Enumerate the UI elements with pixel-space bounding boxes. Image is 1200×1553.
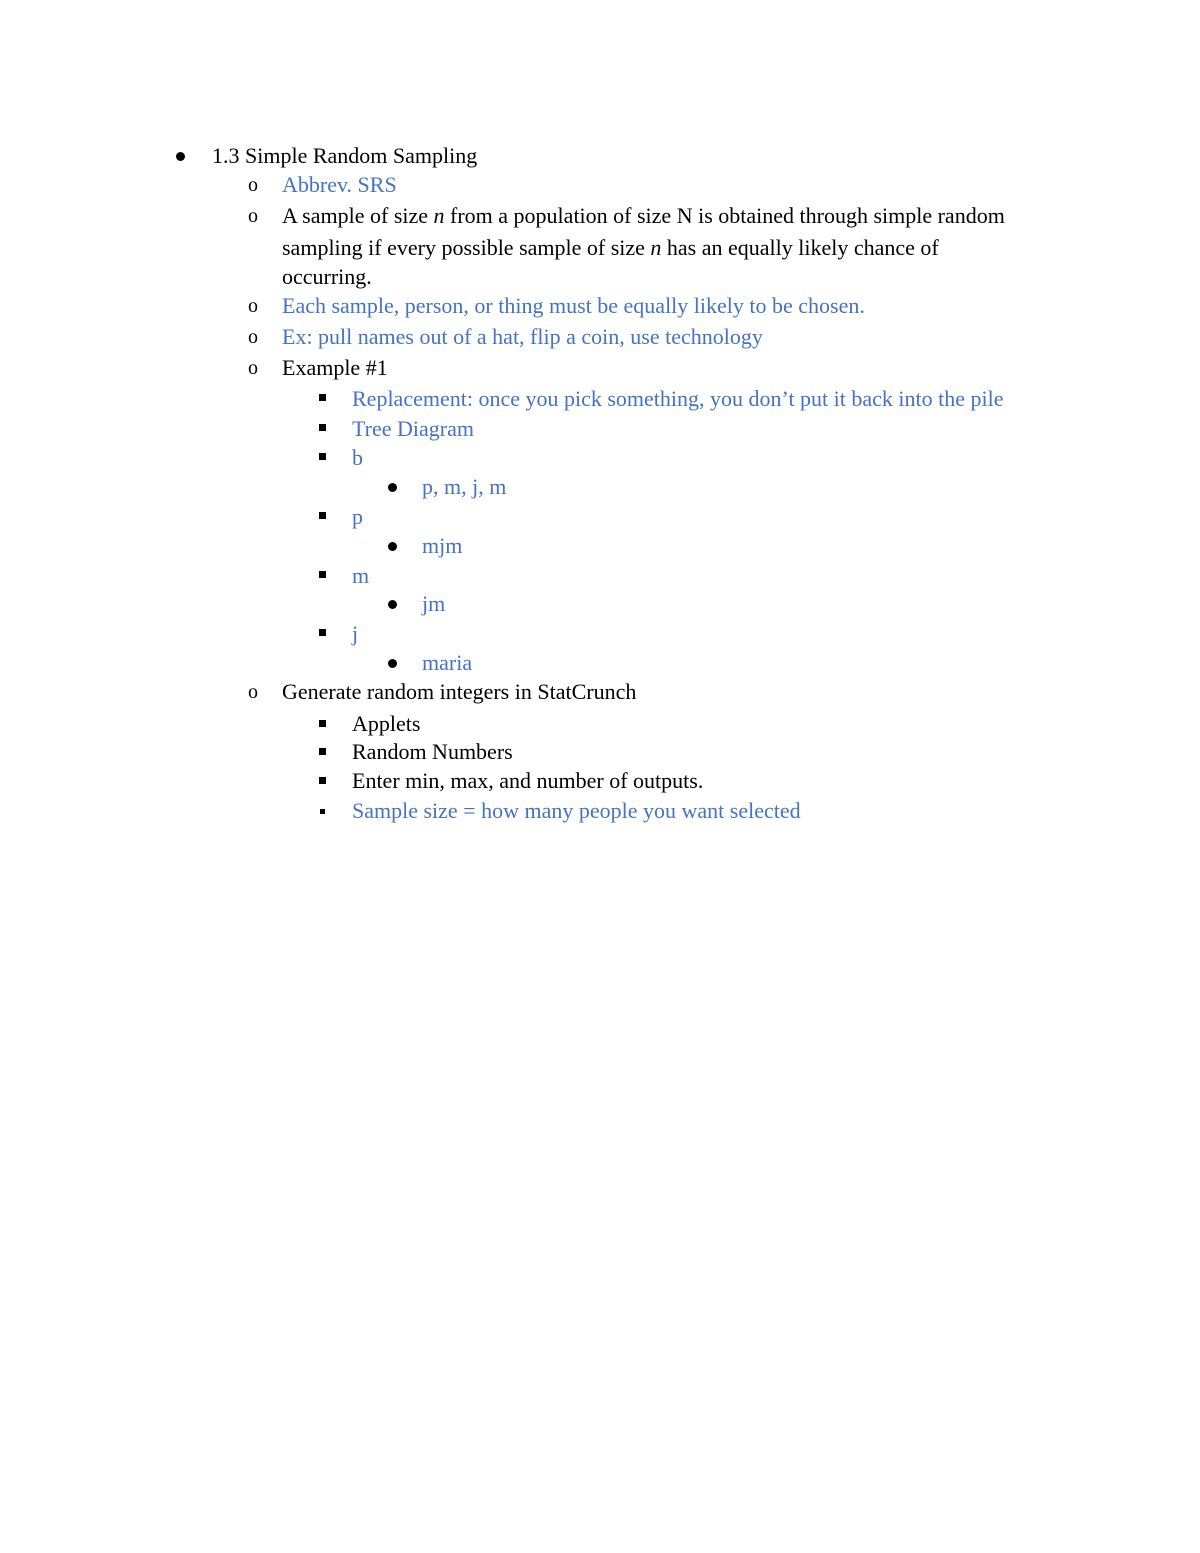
- definition-text: has an equally likely chance of: [661, 235, 939, 260]
- list-item-equally-likely: Each sample, person, or thing must be equally likely to be chosen.: [282, 293, 865, 318]
- list-item-j: j: [352, 621, 359, 646]
- bullet-circle-icon: o: [248, 326, 258, 348]
- bullet-square-icon: [319, 512, 326, 519]
- bullet-square-icon: [319, 720, 326, 727]
- list-item-m-child: jm: [422, 591, 446, 616]
- list-item-p: p: [352, 504, 363, 529]
- bullet-circle-icon: o: [248, 205, 258, 227]
- bullet-square-icon: [319, 629, 326, 636]
- list-item-j-child: maria: [422, 650, 473, 675]
- variable-n: n: [650, 235, 662, 260]
- definition-text: A sample of size: [282, 203, 434, 228]
- list-item-generate: Generate random integers in StatCrunch: [282, 679, 637, 704]
- list-item-b-child: p, m, j, m: [422, 474, 507, 499]
- variable-n: n: [433, 203, 445, 228]
- list-item-random-numbers: Random Numbers: [352, 739, 513, 764]
- list-item-definition-line3: occurring.: [282, 264, 372, 289]
- bullet-square-icon: [320, 809, 325, 814]
- list-item-m: m: [352, 563, 370, 588]
- list-item-abbrev: Abbrev. SRS: [282, 172, 397, 197]
- bullet-circle-icon: o: [248, 174, 258, 196]
- list-item-replacement: Replacement: once you pick something, you don’t put it back into the pile: [352, 386, 1004, 411]
- bullet-circle-icon: o: [248, 295, 258, 317]
- list-item-example1: Example #1: [282, 355, 388, 380]
- definition-text: sampling if every possible sample of size: [282, 235, 651, 260]
- definition-text: from a population of size N is obtained through simple random: [444, 203, 1005, 228]
- bullet-disc-icon: [388, 659, 397, 668]
- bullet-circle-icon: o: [248, 357, 258, 379]
- list-item-sample-size: Sample size = how many people you want selected: [352, 798, 801, 823]
- bullet-disc-icon: [388, 600, 397, 609]
- bullet-disc-icon: [388, 542, 397, 551]
- list-item-p-child: mjm: [422, 533, 463, 558]
- bullet-square-icon: [319, 748, 326, 755]
- list-item-definition-line2: [282, 233, 939, 263]
- bullet-square-icon: [319, 777, 326, 784]
- section-heading: 1.3 Simple Random Sampling: [212, 143, 478, 168]
- list-item-tree-diagram: Tree Diagram: [352, 416, 474, 441]
- list-item-enter: Enter min, max, and number of outputs.: [352, 768, 704, 793]
- bullet-square-icon: [319, 394, 326, 401]
- bullet-disc-icon: [388, 483, 397, 492]
- bullet-square-icon: [319, 571, 326, 578]
- list-item-b: b: [352, 445, 363, 470]
- bullet-circle-icon: o: [248, 681, 258, 703]
- bullet-disc-icon: [176, 152, 185, 161]
- bullet-square-icon: [319, 424, 326, 431]
- list-item-definition-line1: [282, 201, 1005, 231]
- list-item-applets: Applets: [352, 711, 421, 736]
- bullet-square-icon: [319, 453, 326, 460]
- list-item-examples: Ex: pull names out of a hat, flip a coin, use technology: [282, 324, 763, 349]
